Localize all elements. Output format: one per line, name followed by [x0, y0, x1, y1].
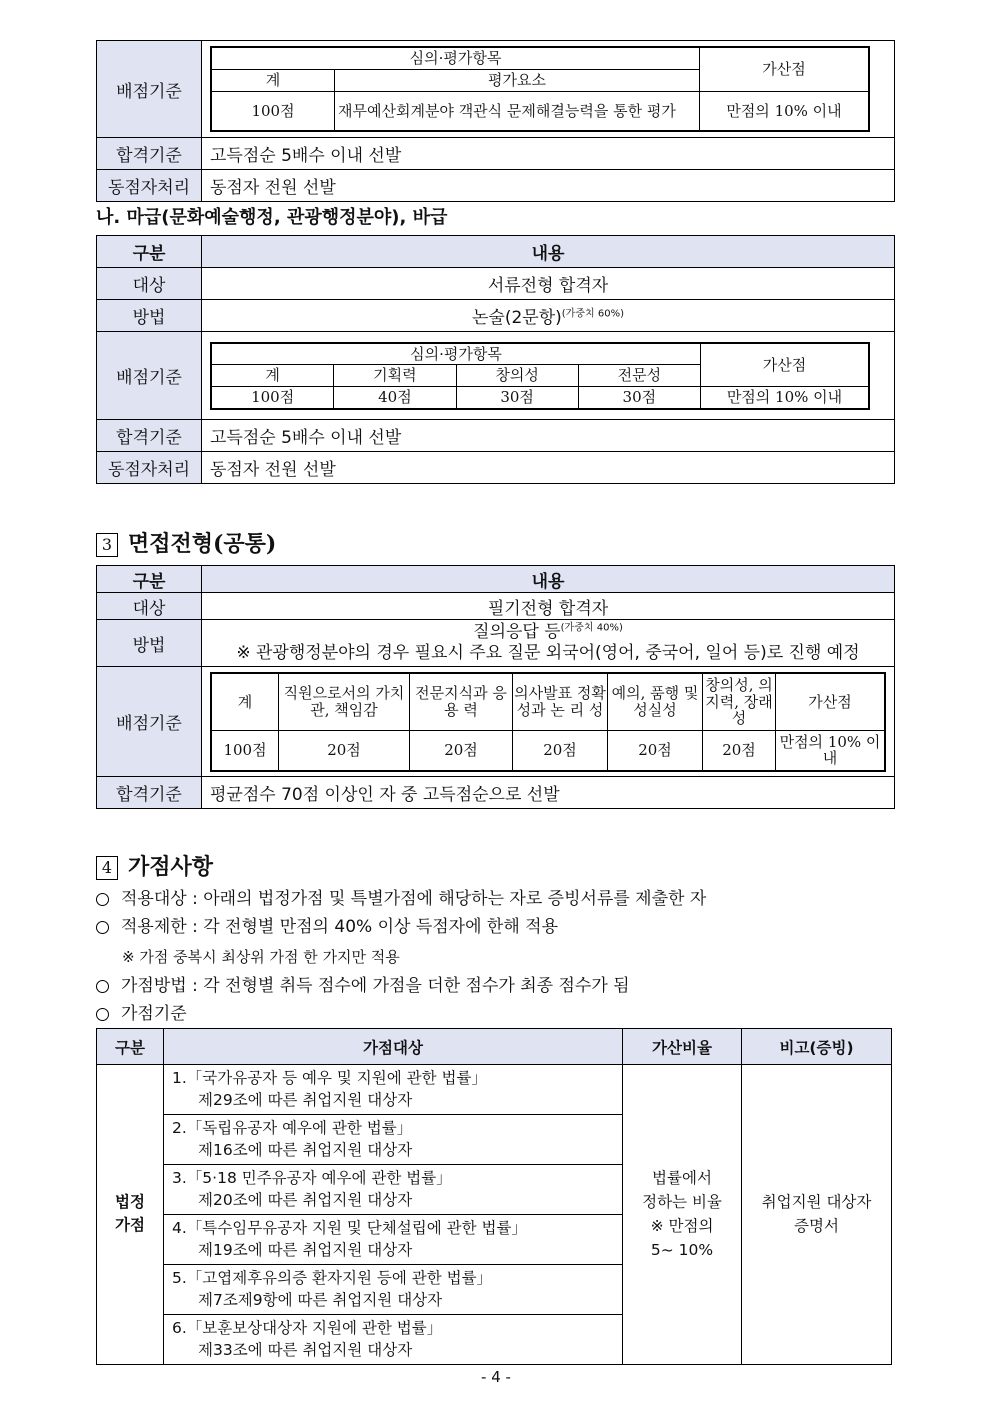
bullet-method: 가점방법 : 각 전형별 취득 점수에 가점을 더한 점수가 최종 점수가 됨: [96, 971, 630, 996]
score-criteria-subtable: [210, 46, 870, 132]
col-category: 구분: [97, 566, 202, 593]
page-number: - 4 -: [481, 1368, 511, 1386]
bullet-target: 적용대상 : 아래의 법정가점 및 특별가점에 해당하는 자로 증빙서류를 제출한 자: [96, 884, 706, 909]
val-bonus: 만점의 10% 이내: [776, 731, 886, 771]
bonus-value: 만점의 10% 이내: [700, 387, 869, 409]
col-creativity: 창의성, 의지력, 장래성: [703, 673, 776, 731]
duplicate-note: ※ 가점 중복시 최상위 가점 한 가지만 적용: [122, 948, 400, 966]
val-creativity: 30점: [456, 387, 578, 409]
pass-criteria-value: 고득점순 5배수 이내 선발: [202, 138, 895, 170]
factor-header: 평가요소: [335, 69, 700, 91]
bonus-ratio: 법률에서 정하는 비율 ※ 만점의 5~ 10%: [623, 1065, 742, 1365]
pass-criteria-label: 합격기준: [97, 777, 202, 809]
col-values: 직원으로서의 가치관, 책임감: [279, 673, 410, 731]
score-criteria-label: 배점기준: [97, 667, 202, 777]
tie-label: 동점자처리: [97, 452, 202, 484]
list-item: 4.「특수임무유공자 지원 및 단체설립에 관한 법률」 제19조에 따른 취업지원 대상자: [164, 1214, 623, 1264]
col-bonus: 가산점: [776, 673, 886, 731]
val-planning: 40점: [334, 387, 456, 409]
val-total: 100점: [211, 387, 334, 409]
method-weight: (가중치 60%): [561, 308, 624, 320]
val-total: 100점: [211, 731, 279, 771]
list-item: 2.「독립유공자 예우에 관한 법률」 제16조에 따른 취업지원 대상자: [164, 1114, 623, 1164]
method-label: 방법: [97, 620, 202, 667]
col-ratio: 가산비율: [623, 1029, 742, 1065]
written-exam-table-2: [96, 235, 895, 484]
circle-bullet-icon: [96, 893, 109, 906]
criteria-header: 심의·평가항목: [211, 47, 700, 69]
section-number: 4: [96, 856, 118, 880]
target-label: 대상: [97, 593, 202, 620]
score-criteria-subtable: [210, 342, 870, 410]
col-expertise: 전문성: [578, 365, 700, 387]
val-expression: 20점: [513, 731, 608, 771]
legal-bonus-category: 법정 가점: [97, 1065, 164, 1365]
col-planning: 기획력: [334, 365, 456, 387]
list-item: 6.「보훈보상대상자 지원에 관한 법률」 제33조에 따른 취업지원 대상자: [164, 1314, 623, 1364]
bonus-header: 가산점: [700, 343, 869, 387]
bullet-criteria: 가점기준: [96, 999, 187, 1024]
val-values: 20점: [279, 731, 410, 771]
score-criteria-label: 배점기준: [97, 41, 202, 138]
section-title-bonus: [96, 850, 213, 881]
target-value: 필기전형 합격자: [202, 593, 895, 620]
section-title-text: 면접전형(공통): [128, 531, 277, 557]
col-category: 구분: [97, 236, 202, 268]
method-value: 질의응답 등: [473, 621, 561, 642]
pass-criteria-value: 평균점수 70점 이상인 자 중 고득점순으로 선발: [202, 777, 895, 809]
circle-bullet-icon: [96, 980, 109, 993]
list-item: 1.「국가유공자 등 예우 및 지원에 관한 법률」 제29조에 따른 취업지원 대상자: [164, 1065, 623, 1115]
interview-table: [96, 565, 895, 809]
method-weight: (가중치 40%): [560, 622, 623, 634]
target-value: 서류전형 합격자: [202, 268, 895, 300]
col-target: 가점대상: [164, 1029, 623, 1065]
method-cell: [202, 300, 895, 332]
method-line: [202, 622, 894, 643]
bonus-header: 가산점: [700, 47, 870, 91]
circle-bullet-icon: [96, 1008, 109, 1021]
col-manners: 예의, 품행 및 성실성: [608, 673, 703, 731]
col-creativity: 창의성: [456, 365, 578, 387]
col-expression: 의사발표 정확성과 논 리 성: [513, 673, 608, 731]
bullet-limit: 적용제한 : 각 전형별 만점의 40% 이상 득점자에 한해 적용: [96, 912, 558, 937]
tie-value: 동점자 전원 선발: [202, 170, 895, 202]
method-note: ※ 관광행정분야의 경우 필요시 주요 질문 외국어(영어, 중국어, 일어 등)로 진행 예정: [236, 643, 860, 663]
tie-label: 동점자처리: [97, 170, 202, 202]
pass-criteria-label: 합격기준: [97, 138, 202, 170]
bonus-criteria-table: [96, 1028, 892, 1365]
method-label: 방법: [97, 300, 202, 332]
section-number: 3: [96, 533, 118, 557]
val-manners: 20점: [608, 731, 703, 771]
target-label: 대상: [97, 268, 202, 300]
section-title-interview: [96, 527, 276, 558]
val-expertise: 30점: [578, 387, 700, 409]
factor-value: 재무예산회계분야 객관식 문제해결능력을 통한 평가: [335, 91, 700, 131]
col-total: 계: [211, 673, 279, 731]
written-exam-table-1: [96, 40, 895, 202]
method-value: 논술(2문항): [472, 308, 562, 328]
subsection-heading: 나. 마급(문화예술행정, 관광행정분야), 바급: [96, 207, 448, 228]
criteria-header: 심의·평가항목: [211, 343, 700, 365]
total-header: 계: [211, 69, 335, 91]
list-item: 3.「5·18 민주유공자 예우에 관한 법률」 제20조에 따른 취업지원 대상자: [164, 1164, 623, 1214]
interview-score-subtable: [210, 672, 886, 772]
total-value: 100점: [211, 91, 335, 131]
score-criteria-label: 배점기준: [97, 332, 202, 420]
circle-bullet-icon: [96, 921, 109, 934]
bonus-value: 만점의 10% 이내: [700, 91, 870, 131]
bonus-proof: 취업지원 대상자 증명서: [742, 1065, 892, 1365]
col-total: 계: [211, 365, 334, 387]
col-category: 구분: [97, 1029, 164, 1065]
section-title-text: 가점사항: [128, 854, 214, 880]
method-cell: [202, 620, 895, 667]
pass-criteria-value: 고득점순 5배수 이내 선발: [202, 420, 895, 452]
col-content: 내용: [202, 236, 895, 268]
col-proof: 비고(증빙): [742, 1029, 892, 1065]
val-creativity: 20점: [703, 731, 776, 771]
list-item: 5.「고엽제후유의증 환자지원 등에 관한 법률」 제7조제9항에 따른 취업지원 대상자: [164, 1264, 623, 1314]
val-knowledge: 20점: [410, 731, 513, 771]
col-knowledge: 전문지식과 응 용 력: [410, 673, 513, 731]
tie-value: 동점자 전원 선발: [202, 452, 895, 484]
pass-criteria-label: 합격기준: [97, 420, 202, 452]
col-content: 내용: [202, 566, 895, 593]
